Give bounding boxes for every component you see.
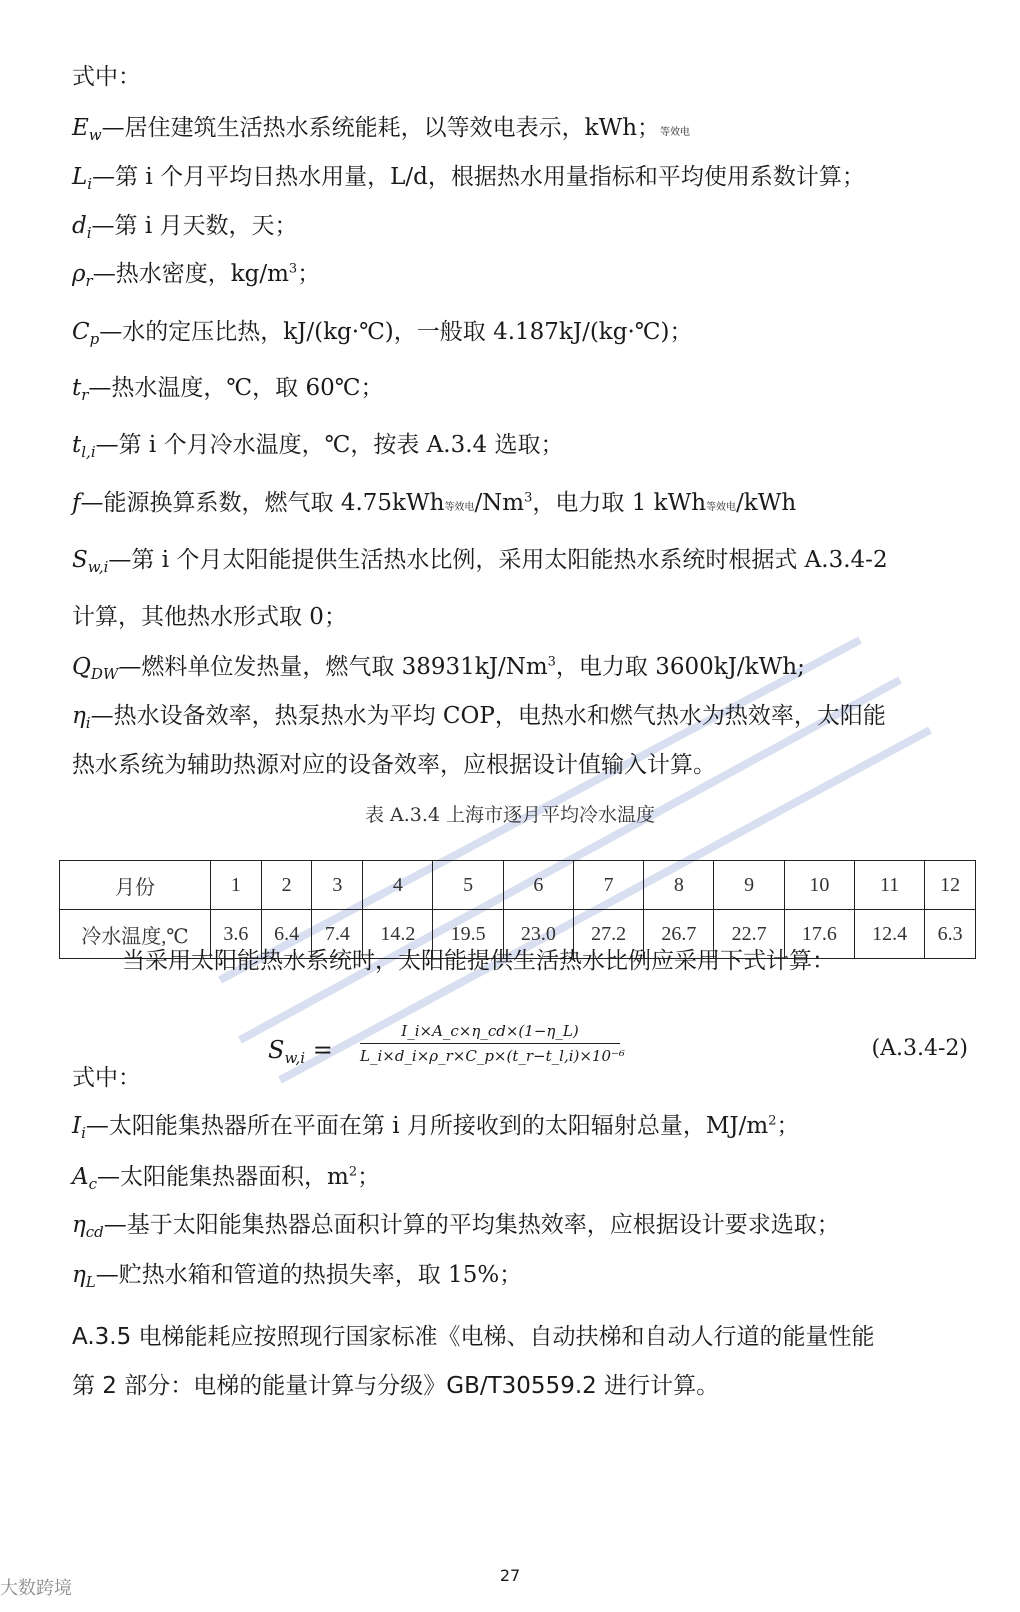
intro-label: 式中： <box>72 64 141 90</box>
superscript: 2 <box>348 1164 358 1180</box>
definition-text: 计算，其他热水形式取 0； <box>72 604 347 630</box>
temperature-cell: 14.2 <box>363 910 433 959</box>
definition-line <box>72 373 980 410</box>
superscript: 3 <box>547 654 556 670</box>
definition-tail: ； <box>357 1164 381 1190</box>
table-caption: 表 A.3.4 上海市逐月平均冷水温度 <box>364 804 656 826</box>
definition-text: —热水密度，kg/m <box>92 261 289 287</box>
variable-subscript: i <box>85 714 91 732</box>
definition-text: —居住建筑生活热水系统能耗，以等效电表示，kWh <box>101 115 638 141</box>
variable-subscript: r <box>81 386 89 404</box>
definition-line <box>72 488 980 523</box>
definition-line <box>72 211 980 248</box>
definition-line <box>72 1210 980 1247</box>
definition-line <box>72 750 980 780</box>
brand-watermark: 大数跨境 <box>0 1578 72 1599</box>
formula-lhs: $S_{w,i}$ = <box>268 1036 333 1067</box>
month-cell: 10 <box>784 861 854 910</box>
variable-symbol: η <box>72 1262 86 1288</box>
temperature-cell: 6.3 <box>925 910 976 959</box>
definition-text: —热水设备效率，热泵热水为平均 COP，电热水和燃气热水为热效率，太阳能 <box>90 703 886 729</box>
month-cell: 5 <box>433 861 503 910</box>
variable-subscript: w,i <box>87 558 109 576</box>
unit-subscript: 等效电 <box>444 502 475 513</box>
variable-symbol: A <box>72 1164 89 1190</box>
formula-numerator: I_i×A_c×η_cd×(1−η_L) <box>401 1022 579 1040</box>
temperature-cell: 12.4 <box>854 910 924 959</box>
intro-label-2: 式中： <box>72 1065 141 1091</box>
formula-fraction <box>360 1022 625 1065</box>
month-cell: 7 <box>573 861 643 910</box>
variable-subscript: p <box>89 330 100 348</box>
definition-text: —第 i 个月平均日热水用量，L/d，根据热水用量指标和平均使用系数计算； <box>92 164 865 190</box>
variable-symbol: E <box>72 115 89 141</box>
temperature-cell: 7.4 <box>312 910 363 959</box>
definition-line <box>72 545 980 582</box>
month-cell: 4 <box>363 861 433 910</box>
variable-symbol: L <box>72 164 88 190</box>
definition-tail-2: /kWh <box>736 490 797 516</box>
definition-tail: ； <box>637 115 661 141</box>
paragraph-a35-line2: 第 2 部分：电梯的能量计算与分级》GB/T30559.2 进行计算。 <box>72 1373 720 1399</box>
definition-line <box>72 701 980 738</box>
variable-subscript: c <box>88 1175 98 1193</box>
variable-symbol: η <box>72 1212 86 1238</box>
month-cell: 6 <box>503 861 573 910</box>
definition-text: —燃料单位发热量，燃气取 38931kJ/Nm <box>118 654 548 680</box>
month-cell: 8 <box>644 861 714 910</box>
definition-line <box>72 430 980 467</box>
variable-subscript: DW <box>90 665 119 683</box>
definition-text: —太阳能集热器所在平面在第 i 月所接收到的太阳辐射总量，MJ/m <box>85 1113 769 1139</box>
variable-subscript: w <box>88 126 102 144</box>
definition-line <box>72 1260 980 1297</box>
variable-subscript: cd <box>85 1223 104 1241</box>
definition-text: —基于太阳能集热器总面积计算的平均集热效率，应根据设计要求选取； <box>103 1212 840 1238</box>
definition-tail: ，电力取 1 kWh <box>532 490 707 516</box>
variable-symbol: d <box>72 213 87 239</box>
definition-text: —能源换算系数，燃气取 4.75kWh <box>80 490 445 516</box>
formula-intro: 当采用太阳能热水系统时，太阳能提供生活热水比例应采用下式计算： <box>122 948 835 974</box>
definition-line <box>72 113 980 150</box>
temperature-cell: 27.2 <box>573 910 643 959</box>
table-row-months <box>60 861 976 910</box>
variable-symbol: η <box>72 703 86 729</box>
row-label-temp: 冷水温度,℃ <box>60 910 211 959</box>
definition-line <box>72 602 980 632</box>
month-cell: 3 <box>312 861 363 910</box>
temperature-cell: 6.4 <box>261 910 312 959</box>
variable-symbol: C <box>72 319 90 345</box>
equation-number: (A.3.4-2) <box>871 1036 968 1061</box>
definition-text: 热水系统为辅助热源对应的设备效率，应根据设计值输入计算。 <box>72 752 716 778</box>
superscript: 2 <box>768 1113 777 1129</box>
paragraph-a35-line1: A.3.5 电梯能耗应按照现行国家标准《电梯、自动扶梯和自动人行道的能量性能 <box>72 1324 875 1350</box>
month-cell: 12 <box>925 861 976 910</box>
row-label-month: 月份 <box>60 861 211 910</box>
definition-text: —第 i 月天数，天； <box>91 213 298 239</box>
variable-symbol: f <box>72 490 81 516</box>
temperature-cell: 26.7 <box>644 910 714 959</box>
month-cell: 1 <box>211 861 262 910</box>
definition-tail: ； <box>776 1113 800 1139</box>
page-number: 27 <box>499 1566 521 1585</box>
variable-symbol: t <box>72 375 82 401</box>
definition-line <box>72 1162 980 1199</box>
superscript: 3 <box>524 490 533 506</box>
definition-tail: ，电力取 3600kJ/kWh; <box>555 654 805 680</box>
variable-symbol: t <box>72 432 82 458</box>
definition-text: —第 i 个月太阳能提供生活热水比例，采用太阳能热水系统时根据式 A.3.4-2 <box>108 547 888 573</box>
definition-text: —太阳能集热器面积，m <box>97 1164 349 1190</box>
variable-symbol: Q <box>72 654 91 680</box>
variable-symbol: I <box>72 1113 82 1139</box>
month-cell: 2 <box>261 861 312 910</box>
unit-subscript-tail: 等效电 <box>706 502 737 513</box>
cold-water-temperature-table <box>59 860 976 959</box>
variable-subscript: i <box>87 175 93 193</box>
variable-subscript: i <box>81 1124 86 1142</box>
definition-line <box>72 1111 980 1148</box>
definition-tail: ； <box>297 261 321 287</box>
definition-text: —水的定压比热，kJ/(kg·℃)，一般取 4.187kJ/(kg·℃)； <box>99 319 693 345</box>
variable-subscript: L <box>85 1273 96 1291</box>
month-cell: 11 <box>854 861 924 910</box>
variable-symbol: ρ <box>72 261 86 287</box>
definition-line <box>72 317 980 354</box>
definition-line <box>72 162 980 199</box>
temperature-cell: 22.7 <box>714 910 784 959</box>
temperature-cell: 19.5 <box>433 910 503 959</box>
temperature-cell: 17.6 <box>784 910 854 959</box>
variable-subscript: r <box>85 272 93 290</box>
temperature-cell: 3.6 <box>211 910 262 959</box>
temperature-cell: 23.0 <box>503 910 573 959</box>
superscript: 3 <box>288 261 298 277</box>
variable-symbol: S <box>72 547 88 573</box>
definition-line <box>72 259 980 296</box>
formula-denominator: L_i×d_i×ρ_r×C_p×(t_r−t_l,i)×10⁻⁶ <box>360 1047 625 1065</box>
definition-text: —贮热水箱和管道的热损失率，取 15%； <box>95 1262 523 1288</box>
month-cell: 9 <box>714 861 784 910</box>
definition-line <box>72 652 980 689</box>
definition-text: —第 i 个月冷水温度，℃，按表 A.3.4 选取； <box>95 432 564 458</box>
variable-subscript: l,i <box>81 443 96 461</box>
variable-subscript: i <box>86 224 92 242</box>
definition-text-mid: /Nm <box>474 490 525 516</box>
definition-text: —热水温度，℃，取 60℃； <box>88 375 384 401</box>
unit-subscript-tail: 等效电 <box>660 127 691 138</box>
